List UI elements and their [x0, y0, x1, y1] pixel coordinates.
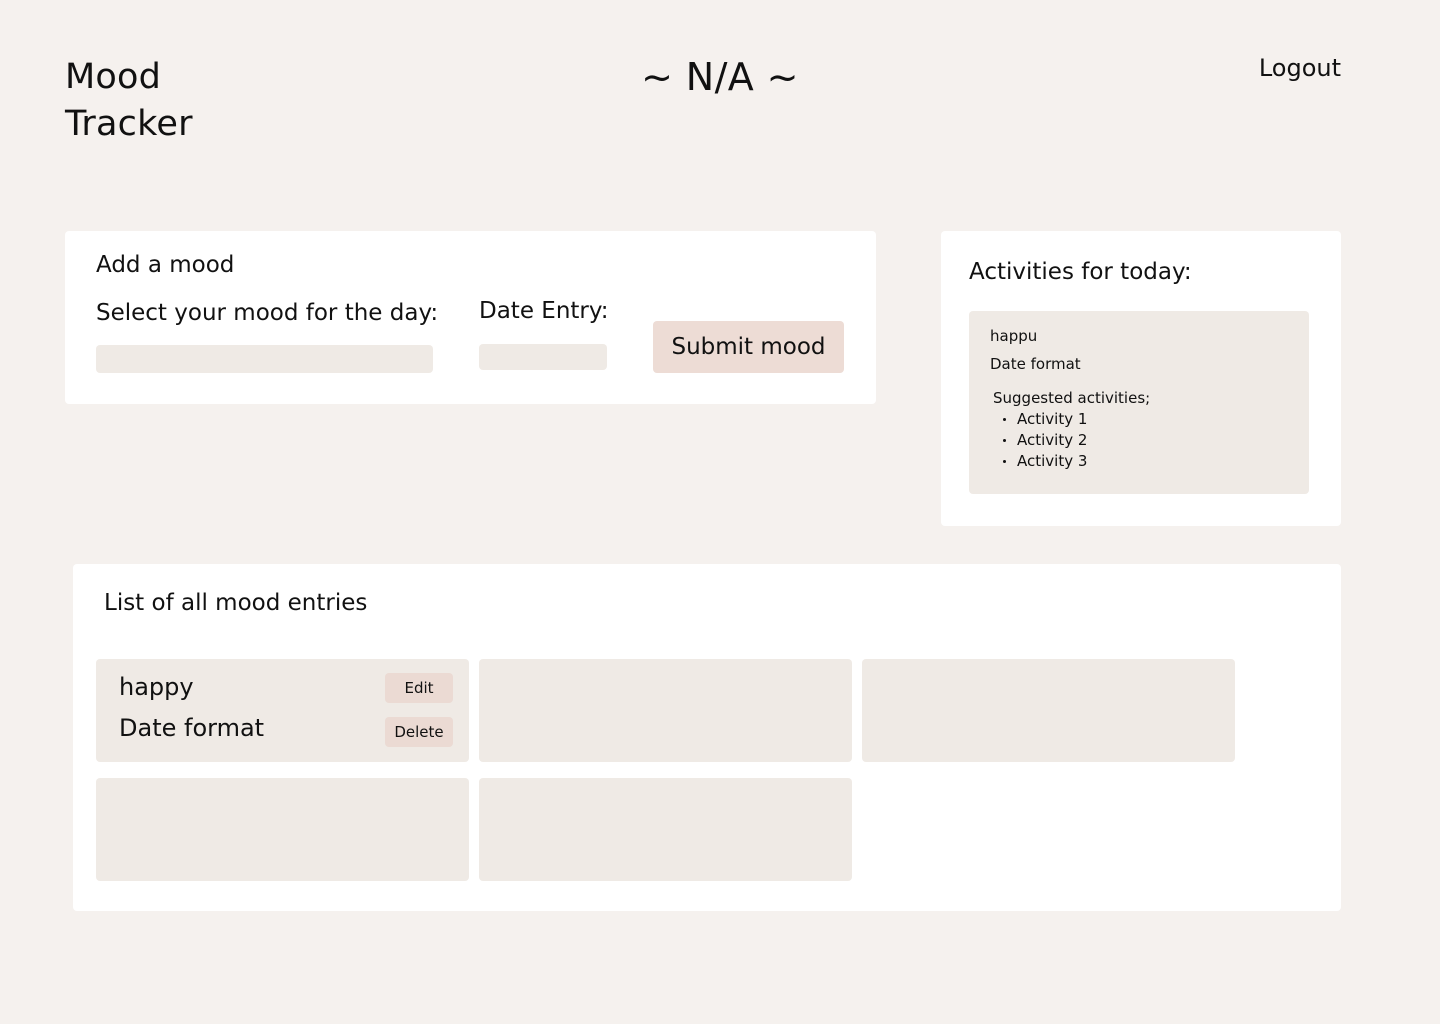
suggested-activities-label: Suggested activities; [993, 389, 1151, 407]
entry-mood: happy [119, 673, 194, 701]
activities-card [941, 231, 1341, 526]
add-mood-card [65, 231, 876, 404]
app-logo-title: Mood Tracker [65, 57, 193, 144]
delete-entry-button[interactable]: Delete [385, 717, 453, 747]
activity-item: Activity 3 [993, 451, 1087, 472]
activity-item: Activity 1 [993, 409, 1087, 430]
activities-list [993, 409, 1087, 472]
mood-entry-placeholder [862, 659, 1235, 762]
logout-link[interactable]: Logout [1258, 54, 1341, 82]
activities-panel [969, 311, 1309, 494]
date-entry-label: Date Entry: [479, 298, 609, 324]
mood-entry-placeholder [96, 778, 469, 881]
mood-entry-placeholder [479, 778, 852, 881]
entry-date: Date format [119, 714, 265, 742]
current-mood-title: ~ N/A ~ [641, 55, 799, 99]
mood-input[interactable] [96, 345, 433, 373]
mood-entries-title: List of all mood entries [104, 590, 368, 616]
add-mood-title: Add a mood [96, 252, 235, 278]
activities-date: Date format [990, 355, 1081, 373]
mood-entry-placeholder [479, 659, 852, 762]
activities-mood: happu [990, 327, 1038, 345]
mood-entry-card [96, 659, 469, 762]
mood-entries-card [73, 564, 1341, 911]
edit-entry-button[interactable]: Edit [385, 673, 453, 703]
date-input[interactable] [479, 344, 607, 370]
activity-item: Activity 2 [993, 430, 1087, 451]
submit-mood-button[interactable]: Submit mood [653, 321, 844, 373]
activities-title: Activities for today: [969, 259, 1192, 285]
mood-select-label: Select your mood for the day: [96, 300, 439, 326]
